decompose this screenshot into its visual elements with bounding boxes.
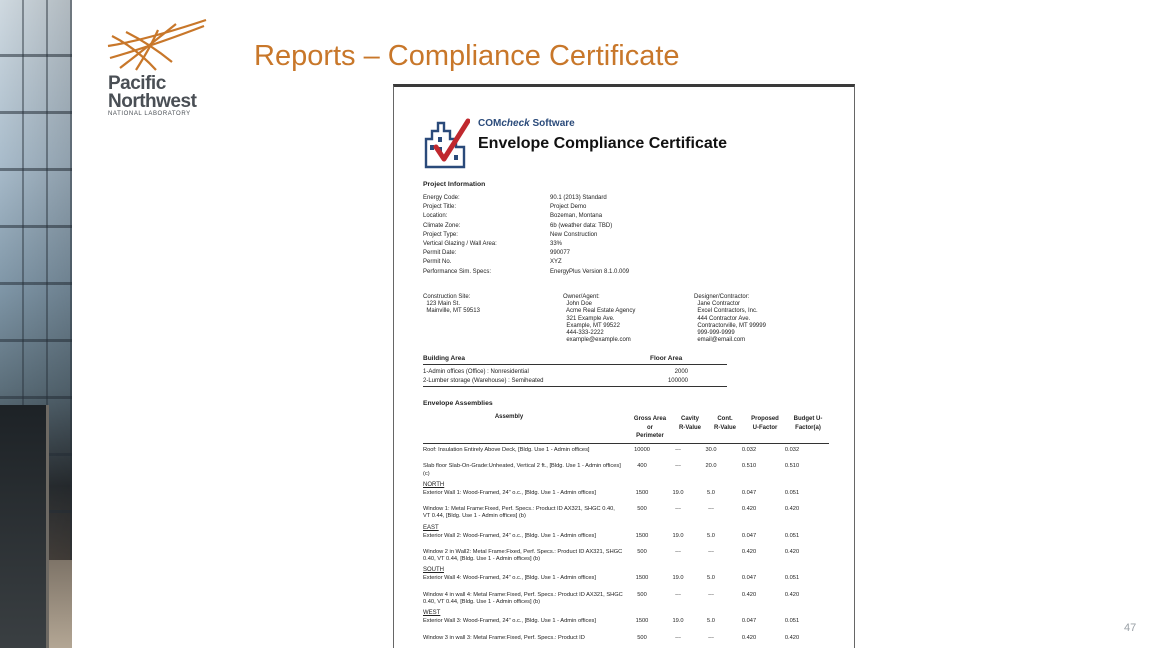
assembly-value-g: 500 [637,634,647,641]
assembly-value-c: --- [675,549,681,555]
assemblies-column-header [630,415,670,441]
project-info-label: Permit No. [423,259,452,266]
assembly-description: Window 1: Metal Frame:Fixed, Perf. Specs.: Product ID AX321, SHGC 0.40, VT 0.44, [Bldg. Use 1 - Admin offices] (b) [423,506,615,520]
assemblies-column-header [672,415,708,432]
assembly-value-p: 0.047 [741,532,757,539]
project-info-label: Energy Code: [423,195,460,201]
assembly-value-r: 5.0 [707,618,715,625]
assembly-value-c: 19.0 [672,489,684,496]
assembly-description: Window 3 in wall 3: Metal Frame:Fixed, Perf. Specs.: Product ID [423,634,585,641]
direction-label: SOUTH [423,567,444,574]
assembly-value-b: 0.051 [784,489,800,496]
comcheck-logo-icon [424,117,470,169]
project-info-value: 6b (weather data: TBD) [550,222,613,229]
brand-prefix: COM [478,118,502,129]
building-photo [0,0,72,648]
assembly-value-g: 500 [637,549,647,555]
assembly-value-r: 20.0 [705,463,717,470]
certificate-title: Envelope Compliance Certificate [478,135,727,152]
assemblies-rule [423,443,829,444]
assembly-value-r: --- [708,549,714,555]
column-header-line: Cont. [717,416,733,422]
assembly-value-g: 1500 [635,575,649,582]
assembly-value-g: 1500 [635,618,649,625]
project-info-value: 33% [550,241,563,247]
assembly-value-c: --- [675,591,681,598]
project-info-value: Project Demo [550,204,587,211]
assembly-description: Exterior Wall 2: Wood-Framed, 24" o.c., [Bldg. Use 1 - Admin offices] [423,532,596,539]
project-info-value: Bozeman, Montana [550,213,603,220]
pnnl-logo-mark [106,18,210,74]
designer-contractor: Designer/Contractor: Jane Contractor Excel Contractors, Inc. 444 Contractor Ave. Contractorville, MT 99999 999-999-9999 email@email.com [694,294,766,344]
assembly-value-c: 19.0 [672,532,684,539]
assembly-description: Exterior Wall 3: Wood-Framed, 24" o.c., [Bldg. Use 1 - Admin offices] [423,618,596,625]
assembly-value-b: 0.051 [784,618,800,625]
assembly-value-b: 0.420 [784,634,800,641]
column-header-line: Proposed [751,416,779,422]
assembly-value-c: --- [675,506,681,513]
assembly-value-r: --- [708,591,714,598]
building-area-bottom-rule [423,386,727,387]
construction-site: Construction Site: 123 Main St. Mainville, MT 59513 [423,294,480,315]
pnnl-logo [106,18,216,118]
assembly-value-p: 0.047 [741,575,757,582]
assembly-value-g: 10000 [634,447,650,453]
project-info-value: 990077 [550,250,571,257]
floor-area-heading: Floor Area [650,355,683,362]
assembly-value-c: --- [675,634,681,641]
project-info-label: Project Title: [423,204,457,211]
direction-label: WEST [423,610,441,617]
project-info-label: Project Type: [423,231,458,238]
brand-suffix: Software [529,118,575,129]
logo-line3: NATIONAL LABORATORY [108,111,191,117]
project-info-label: Vertical Glazing / Wall Area: [423,241,497,247]
column-header-line: R-Value [713,424,736,431]
assembly-value-g: 1500 [635,532,649,539]
project-info-value: New Construction [550,231,598,238]
building-area-floor: 2000 [674,369,688,375]
project-info-value: 90.1 (2013) Standard [550,195,607,201]
assembly-value-p: 0.420 [741,506,757,513]
building-area-name: 2-Lumber storage (Warehouse) : Semiheated [423,378,544,384]
column-header-line: R-Value [678,424,701,431]
assembly-value-c: --- [675,447,681,453]
assemblies-column-header [474,413,544,422]
assembly-value-p: 0.420 [741,591,757,598]
slide-title: Reports – Compliance Certificate [254,40,680,72]
assembly-value-g: 500 [637,506,647,513]
assemblies-column-header [746,415,784,432]
assembly-value-c: 19.0 [672,618,684,625]
logo-line2: Northwest [108,91,197,112]
building-area-floor: 100000 [667,378,688,384]
column-header-line: Assembly [494,414,524,420]
photo-door [0,405,49,648]
assembly-value-r: --- [708,634,714,641]
assembly-value-r: 30.0 [705,447,717,453]
assembly-value-p: 0.420 [741,549,757,555]
assemblies-column-header [710,415,740,432]
building-area-rule [423,364,727,365]
assembly-value-b: 0.032 [784,447,800,453]
column-header-line: Gross Area [633,416,667,422]
assembly-value-r: 5.0 [707,575,715,582]
project-info-label: Location: [423,213,448,220]
building-area-name: 1-Admin offices (Office) : Nonresidential [423,369,529,375]
assembly-description: Window 4 in wall 4: Metal Frame:Fixed, Perf. Specs.: Product ID AX321, SHGC 0.40, VT 0.44, [Bldg. Use 1 - Admin offices] (b) [423,591,623,605]
assembly-value-g: 1500 [635,489,649,496]
brand-italic: check [501,118,530,129]
assembly-value-b: 0.420 [784,506,800,513]
assembly-value-r: --- [708,506,714,513]
assembly-value-p: 0.047 [741,618,757,625]
assembly-description: Slab floor Slab-On-Grade:Unheated, Vertical 2 ft., [Bldg. Use 1 - Admin offices] (c) [423,463,621,477]
project-info-label: Performance Sim. Specs: [423,268,492,275]
assembly-value-r: 5.0 [707,489,715,496]
column-header-line: Factor(a) [795,424,821,431]
assembly-value-b: 0.051 [784,575,800,582]
direction-label: EAST [423,524,439,531]
comcheck-brand [478,118,575,129]
column-header-line: U-Factor [752,424,778,431]
logo-line1: Pacific [108,73,166,94]
assembly-value-g: 500 [637,591,647,598]
compliance-certificate [393,84,855,648]
assembly-description: Roof: Insulation Entirely Above Deck, [Bldg. Use 1 - Admin offices] [423,447,590,453]
assembly-value-b: 0.420 [784,591,800,598]
page-number: 47 [1124,622,1137,634]
project-info-label: Climate Zone: [423,222,461,229]
assembly-value-r: 5.0 [707,532,715,539]
envelope-assemblies-heading: Envelope Assemblies [423,400,493,407]
column-header-line: Budget U- [793,416,823,422]
column-header-line: Perimeter [636,433,664,439]
owner-agent: Owner/Agent: John Doe Acme Real Estate Agency 321 Example Ave. Example, MT 99522 444-333-2222 example@example.com [563,294,636,344]
assembly-value-b: 0.051 [784,532,800,539]
assembly-value-b: 0.420 [784,549,800,555]
assembly-description: Exterior Wall 1: Wood-Framed, 24" o.c., [Bldg. Use 1 - Admin offices] [423,489,596,496]
assembly-description: Window 2 in Wall2: Metal Frame:Fixed, Perf. Specs.: Product ID AX321, SHGC 0.40, VT 0.44, [Bldg. Use 1 - Admin offices] (b) [423,549,623,563]
assembly-value-b: 0.510 [784,463,800,470]
project-info-value: EnergyPlus Version 8.1.0.009 [550,268,630,275]
assemblies-column-header [788,415,828,432]
assembly-value-p: 0.032 [741,447,757,453]
assembly-value-p: 0.047 [741,489,757,496]
project-info-label: Permit Date: [423,250,457,257]
direction-label: NORTH [423,481,445,488]
building-area-heading: Building Area [423,355,466,362]
column-header-line: or [647,424,653,431]
assembly-description: Exterior Wall 4: Wood-Framed, 24" o.c., [Bldg. Use 1 - Admin offices] [423,575,596,582]
project-info-heading: Project Information [423,181,486,188]
assembly-value-p: 0.510 [741,463,757,470]
assembly-value-g: 400 [637,463,647,470]
column-header-line: Cavity [680,416,699,422]
project-info-value: XYZ [550,259,562,266]
assembly-value-p: 0.420 [741,634,757,641]
assembly-value-c: 19.0 [672,575,684,582]
assembly-value-c: --- [675,463,681,470]
